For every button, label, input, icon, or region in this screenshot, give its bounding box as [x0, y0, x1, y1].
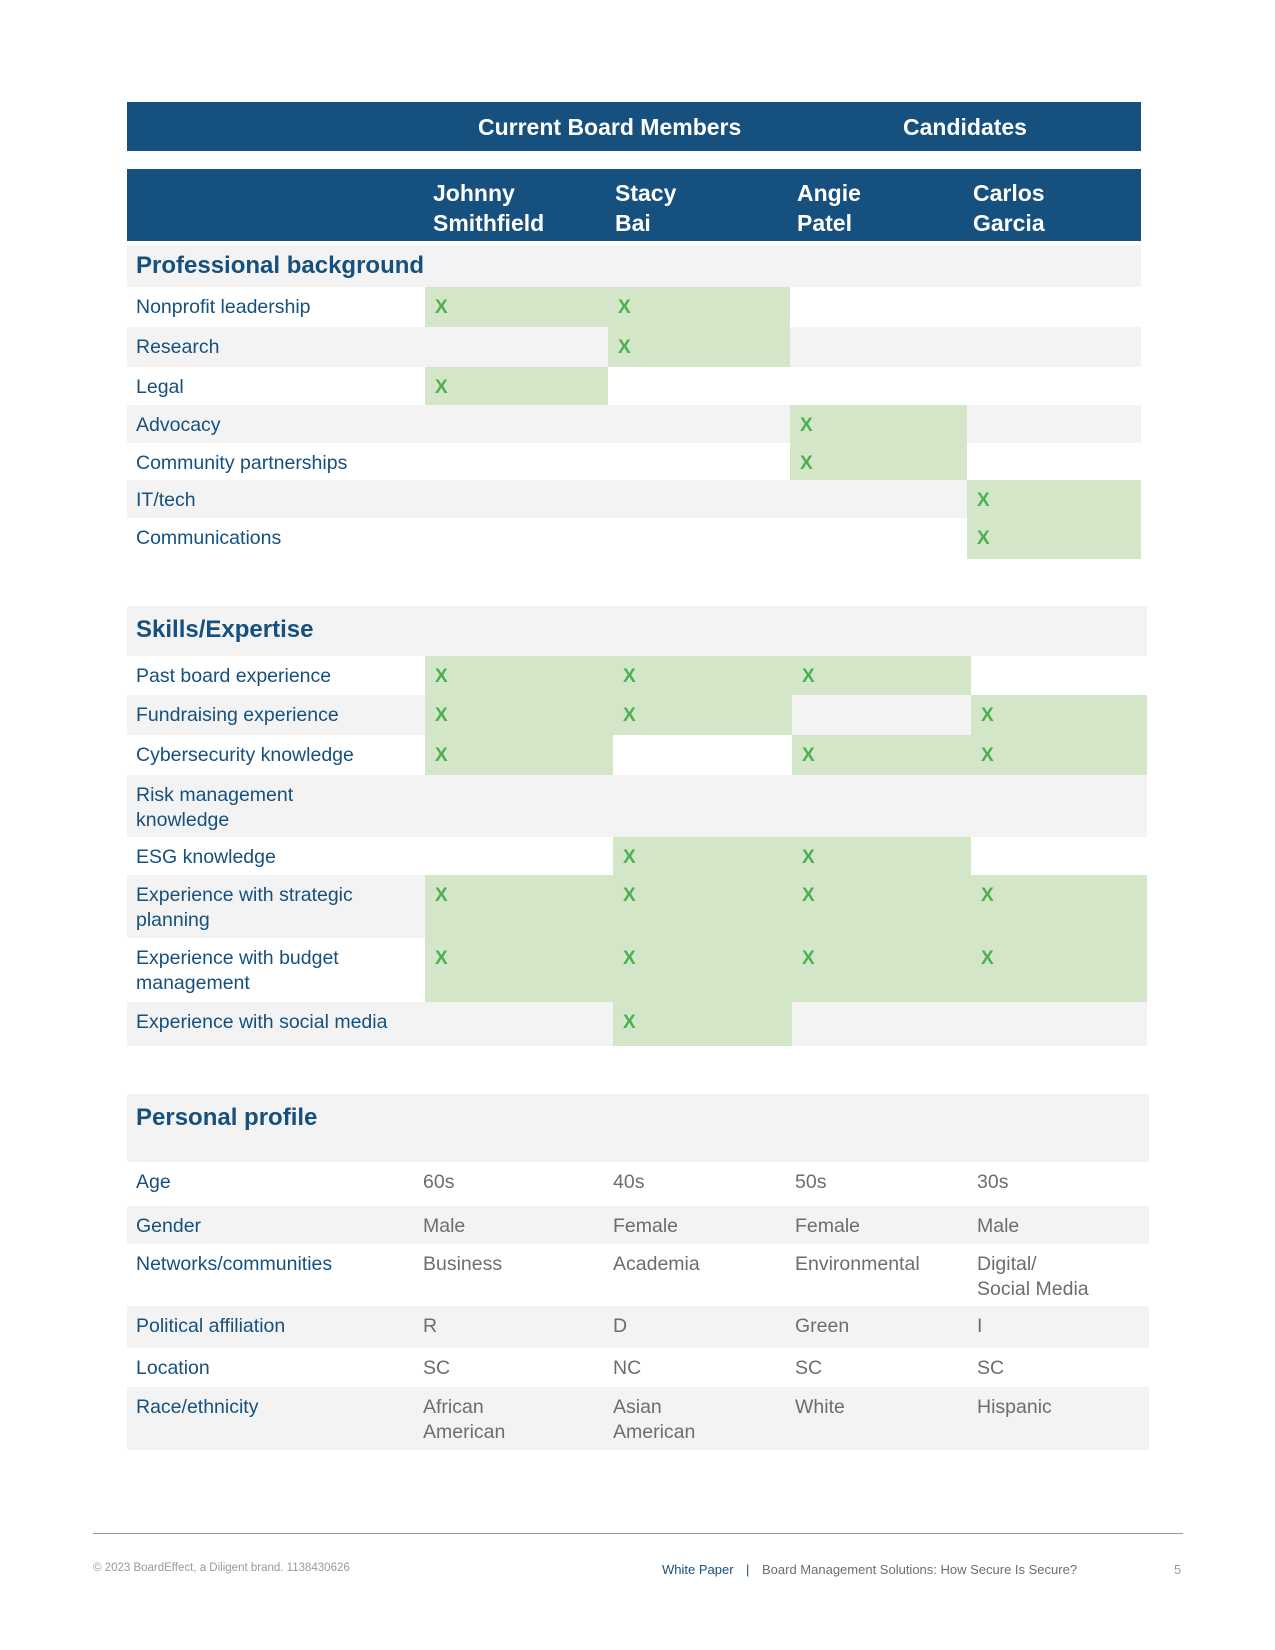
row-label: Advocacy — [136, 414, 221, 436]
profile-value: Environmental — [795, 1253, 920, 1275]
mark-cell — [608, 327, 790, 367]
profile-value: Hispanic — [977, 1396, 1052, 1418]
check-mark: X — [623, 948, 636, 969]
row-label: Risk management knowledge — [136, 784, 294, 831]
check-mark: X — [623, 847, 636, 868]
section-title: Personal profile — [136, 1104, 318, 1131]
mark-cell — [792, 837, 971, 875]
check-mark: X — [623, 666, 636, 687]
mark-cell — [971, 875, 1147, 938]
check-mark: X — [623, 705, 636, 726]
current-board-members-heading: Current Board Members — [478, 114, 742, 140]
profile-value: 50s — [795, 1171, 827, 1193]
check-mark: X — [618, 337, 631, 358]
profile-value: 30s — [977, 1171, 1009, 1193]
profile-value: D — [613, 1315, 628, 1337]
check-mark: X — [618, 297, 631, 318]
section-title: Skills/Expertise — [136, 616, 314, 643]
mark-cell — [425, 656, 613, 695]
check-mark: X — [981, 705, 994, 726]
profile-value: SC — [977, 1357, 1005, 1379]
mark-cell — [425, 735, 613, 775]
profile-value: Male — [423, 1215, 466, 1237]
candidates-heading: Candidates — [903, 114, 1027, 140]
footer-separator: | — [746, 1562, 750, 1577]
row-label: Communications — [136, 527, 282, 549]
check-mark: X — [802, 847, 815, 868]
row-label: Experience with social media — [136, 1011, 388, 1033]
mark-cell — [613, 837, 792, 875]
profile-value: SC — [423, 1357, 451, 1379]
member-name: Stacy Bai — [615, 180, 677, 236]
row-label: ESG knowledge — [136, 846, 276, 868]
check-mark: X — [623, 885, 636, 906]
row-label: Age — [136, 1171, 171, 1193]
check-mark: X — [981, 745, 994, 766]
mark-cell — [971, 735, 1147, 775]
section-title: Professional background — [136, 252, 425, 279]
mark-cell — [790, 443, 967, 480]
row-label: Political affiliation — [136, 1315, 286, 1337]
check-mark: X — [435, 885, 448, 906]
profile-value: Asian American — [613, 1396, 696, 1443]
mark-cell — [613, 656, 792, 695]
mark-cell — [425, 938, 613, 1002]
row-label: Community partnerships — [136, 452, 348, 474]
check-mark: X — [802, 666, 815, 687]
profile-value: Digital/ Social Media — [977, 1253, 1089, 1300]
row-label: Gender — [136, 1215, 202, 1237]
row-label: Past board experience — [136, 665, 332, 687]
check-mark: X — [800, 453, 813, 474]
profile-value: Academia — [613, 1253, 700, 1275]
row-label: Race/ethnicity — [136, 1396, 259, 1418]
footer-doc-title: Board Management Solutions: How Secure Is Secure? — [762, 1562, 1078, 1577]
check-mark: X — [435, 377, 448, 398]
profile-value: NC — [613, 1357, 642, 1379]
row-label: Nonprofit leadership — [136, 296, 311, 318]
profile-value: SC — [795, 1357, 823, 1379]
profile-value: Female — [613, 1215, 679, 1237]
mark-cell — [425, 367, 608, 405]
row-label: Fundraising experience — [136, 704, 339, 726]
profile-value: Business — [423, 1253, 503, 1275]
check-mark: X — [623, 1012, 636, 1033]
check-mark: X — [977, 490, 990, 511]
check-mark: X — [981, 885, 994, 906]
row-label: Experience with budget management — [136, 947, 339, 994]
check-mark: X — [435, 666, 448, 687]
member-name: Carlos Garcia — [973, 180, 1045, 236]
check-mark: X — [802, 885, 815, 906]
check-mark: X — [802, 948, 815, 969]
mark-cell — [792, 656, 971, 695]
row-label: Legal — [136, 376, 184, 398]
mark-cell — [792, 938, 971, 1002]
row-label: IT/tech — [136, 489, 196, 511]
profile-value: R — [423, 1315, 438, 1337]
mark-cell — [613, 938, 792, 1002]
mark-cell — [608, 287, 790, 327]
member-name: Angie Patel — [797, 180, 861, 236]
check-mark: X — [800, 415, 813, 436]
mark-cell — [613, 1002, 792, 1046]
profile-value: White — [795, 1396, 845, 1418]
mark-cell — [792, 875, 971, 938]
profile-value: Female — [795, 1215, 861, 1237]
mark-cell — [425, 287, 608, 327]
profile-value: I — [977, 1315, 983, 1337]
profile-value: African American — [423, 1396, 506, 1443]
check-mark: X — [981, 948, 994, 969]
row-label: Location — [136, 1357, 210, 1379]
profile-value: 60s — [423, 1171, 455, 1193]
check-mark: X — [435, 745, 448, 766]
mark-cell — [971, 938, 1147, 1002]
footer-copyright: © 2023 BoardEffect, a Diligent brand. 1138430626 — [93, 1562, 350, 1574]
footer-rule — [93, 1533, 1183, 1534]
footer-page-number: 5 — [1174, 1562, 1182, 1577]
group-header-band — [127, 102, 1141, 151]
row-label: Experience with strategic planning — [136, 884, 353, 931]
mark-cell — [967, 480, 1141, 518]
mark-cell — [967, 518, 1141, 559]
mark-cell — [971, 695, 1147, 735]
footer-doc-type: White Paper — [662, 1562, 734, 1577]
check-mark: X — [435, 705, 448, 726]
row-label: Cybersecurity knowledge — [136, 744, 354, 766]
row-label: Research — [136, 336, 220, 358]
row-label: Networks/communities — [136, 1253, 333, 1275]
mark-cell — [425, 875, 613, 938]
check-mark: X — [435, 297, 448, 318]
mark-cell — [613, 875, 792, 938]
mark-cell — [613, 695, 792, 735]
profile-value: 40s — [613, 1171, 645, 1193]
profile-value: Green — [795, 1315, 850, 1337]
member-name: Johnny Smithfield — [433, 180, 545, 236]
mark-cell — [425, 695, 613, 735]
check-mark: X — [435, 948, 448, 969]
mark-cell — [792, 735, 971, 775]
profile-value: Male — [977, 1215, 1020, 1237]
check-mark: X — [977, 528, 990, 549]
check-mark: X — [802, 745, 815, 766]
mark-cell — [790, 405, 967, 443]
